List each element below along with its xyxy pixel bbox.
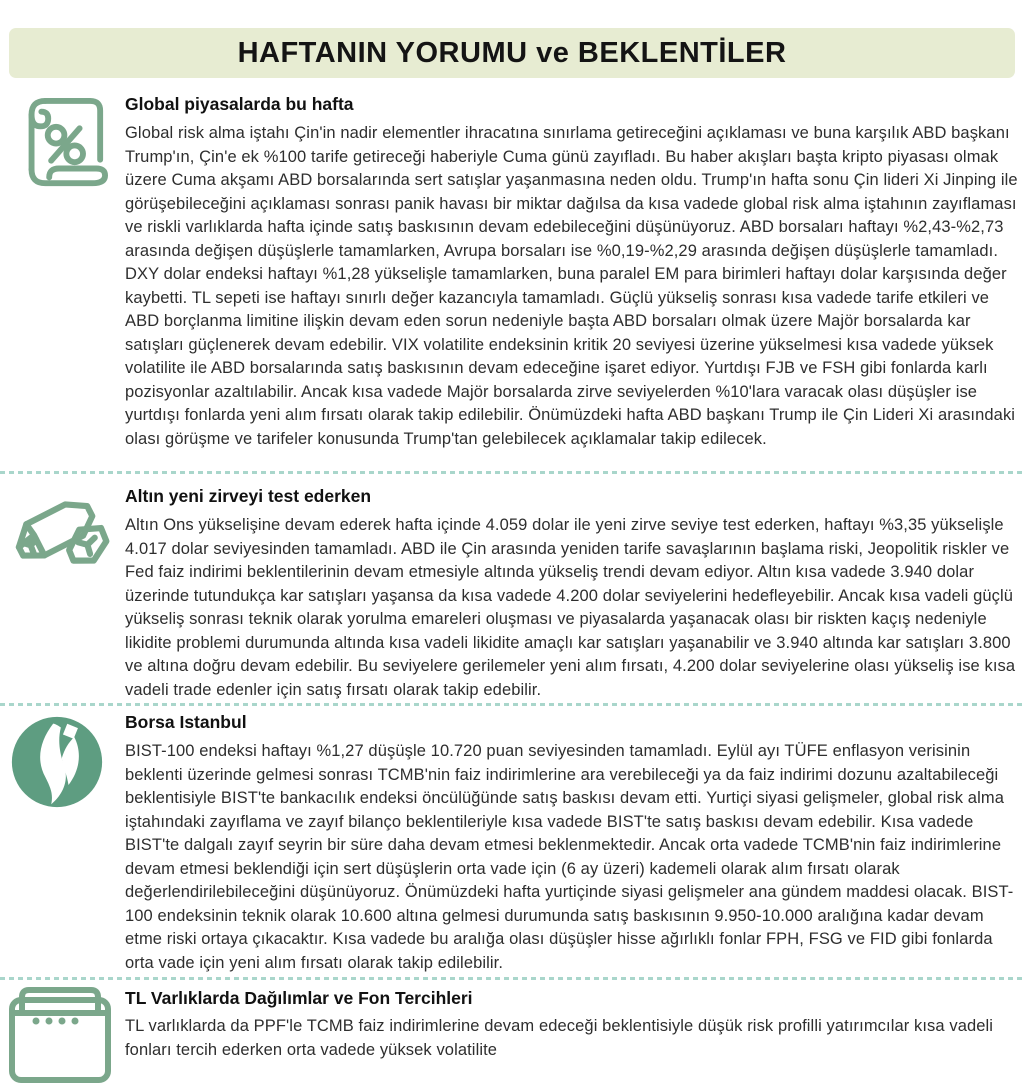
page-title: HAFTANIN YORUMU ve BEKLENTİLER bbox=[237, 36, 787, 69]
section-heading-global-markets: Global piyasalarda bu hafta bbox=[125, 94, 354, 114]
dotted-separator bbox=[0, 471, 1024, 474]
calendar-icon bbox=[8, 985, 112, 1085]
dotted-separator bbox=[0, 977, 1024, 980]
borsa-istanbul-icon bbox=[9, 714, 105, 810]
title-band bbox=[9, 28, 1015, 78]
section-body-global-markets: Global risk alma iştahı Çin'in nadir elementler ihracatına sınırlama getireceğini açıklaması ve buna karşılık ABD başkanı Trump'ın, Çin'e ek %100 tarife getireceği haberiyle Cuma günü zayıfladı. Bu haber akışları başta kripto piyasası olmak üzere Cuma akşamı ABD borsalarında sert satışlar yaşanmasına neden oldu. Trump'ın hafta sonu Çin lideri Xi Jinping ile görüşebileceğini açıklaması sonrası panik havası bir miktar dağılsa da kısa vadede global risk alma iştahının zayıflaması ve riskli varlıklarda hafta içinde satış baskısının devam edebileceğini düşünüyoruz. ABD borsaları haftayı %2,43-%2,73 arasında değişen düşüşlerle tamamlarken, Avrupa borsaları ise %0,19-%2,29 arasında değişen düşüşlerle tamamladı. DXY dolar endeksi haftayı %1,28 yükselişle tamamlarken, buna paralel EM para birimleri haftayı dolar karşısında değer kaybetti. TL sepeti ise haftayı sınırlı değer kazancıyla tamamladı. Güçlü yükseliş sonrası kısa vadede tarife etkileri ve ABD borçlanma limitine ilişkin devam eden sorun nedeniyle başta ABD borsaları olmak üzere Majör borsalarda kar satışları güçlenerek devam edebilir. VIX volatilite endeksinin kritik 20 seviyesi üzerine yükselmesi kısa vadede yüksek volatilite ile ABD borsalarında satış baskısının devam edeceğine işaret ediyor. Yurtdışı FJB ve FSH gibi fonlarda karlı pozisyonlar azaltılabilir. Ancak kısa vadede Majör borsalarda zirve seviyelerden %10'lara varacak olası düşüşler ise yurtdışı fonlarda yeni alım fırsatı olarak takip edilebilir. Önümüzdeki hafta ABD başkanı Trump ile Çin Lideri Xi arasındaki olası görüşme ve tarifeler konusunda Trump'tan gelebilecek açıklamalar takip edilecek. bbox=[125, 124, 1018, 448]
section-heading-tl-assets: TL Varlıklarda Dağılımlar ve Fon Tercihleri bbox=[125, 988, 473, 1008]
section-heading-gold: Altın yeni zirveyi test ederken bbox=[125, 486, 372, 506]
gold-bars-icon bbox=[8, 486, 114, 584]
section-heading-borsa-istanbul: Borsa Istanbul bbox=[125, 712, 247, 732]
section-body-tl-assets: TL varlıklarda da PPF'le TCMB faiz indirimlerine devam edeceği beklentisiyle düşük risk profilli yatırımcılar kısa vadeli fonları tercih ederken orta vadede yüksek volatilite bbox=[125, 1017, 994, 1059]
section-body-borsa-istanbul: BIST-100 endeksi haftayı %1,27 düşüşle 10.720 puan seviyesinden tamamladı. Eylül ayı TÜFE enflasyon verisinin beklenti üzerinde gelmesi sonrası TCMB'nin faiz indirimlerine ara verebileceği ya da faiz indirimi dozunu azaltabileceği beklentisiyle BIST'te bankacılık endeksi öncülüğünde satış baskısı devam etti. Yurtiçi siyasi gelişmeler, global risk alma iştahındaki zayıflama ve zayıf bilanço beklentileriyle kısa vadede BIST'te satış baskısı devam edebilir. Kısa vadede BIST'te dalgalı zayıf seyrin bir süre daha devam etmesi beklenmektedir. Ancak orta vadede TCMB'nin faiz indirimlerine devam etmesi beklendiği için sert düşüşlerin orta vade için (6 ay üzeri) kademeli olarak alım fırsatı olarak değerlendirilebileceğini düşünüyoruz. Önümüzdeki hafta yurtiçinde siyasi gelişmeler ana gündem maddesi olacak. BIST-100 endeksinin teknik olarak 10.600 altına gelmesi durumunda satış baskısının 9.950-10.000 aralığına kadar devam etme riski ortaya çıkacaktır. Kısa vadede bu aralığa olası düşüşler hisse ağırlıklı fonlar FPH, FSG ve FID gibi fonlarda orta vade için yeni alım fırsatı olarak takip edilebilir. bbox=[125, 742, 1014, 972]
section-body-gold: Altın Ons yükselişine devam ederek hafta içinde 4.059 dolar ile yeni zirve seviye test ederken, haftayı %3,35 yükselişle 4.017 dolar seviyesinden tamamladı. ABD ile Çin arasında yeniden tarife savaşlarının başlama riski, Jeopolitik riskler ve Fed faiz indirimi beklentilerinin devam etmesiyle altında yükseliş trendi devam ediyor. Altın kısa vadede 3.940 dolar üzerinde tutundukça kar satışları yaşansa da kısa vadede 4.200 dolar seviyelerini hedefleyebilir. Ancak kısa vadeli güçlü yükseliş sonrası teknik olarak yorulma emareleri oluşması ve piyasalarda yaşanacak olası bir riskten kaçış nedeniyle likidite problemi durumunda altında kısa vadeli likidite amaçlı kar satışları yaşanabilir ve 3.940 altında kar satışları 3.800 ve altına doğru devam edebilir. Bu seviyelere gerilemeler yeni alım fırsatı, 4.200 dolar seviyelerine olası yükseliş ise kısa vadeli trade edenler için satış fırsatı olarak takip edebilir. bbox=[125, 516, 1016, 699]
dotted-separator bbox=[0, 703, 1024, 706]
percent-scroll-icon bbox=[10, 90, 108, 198]
